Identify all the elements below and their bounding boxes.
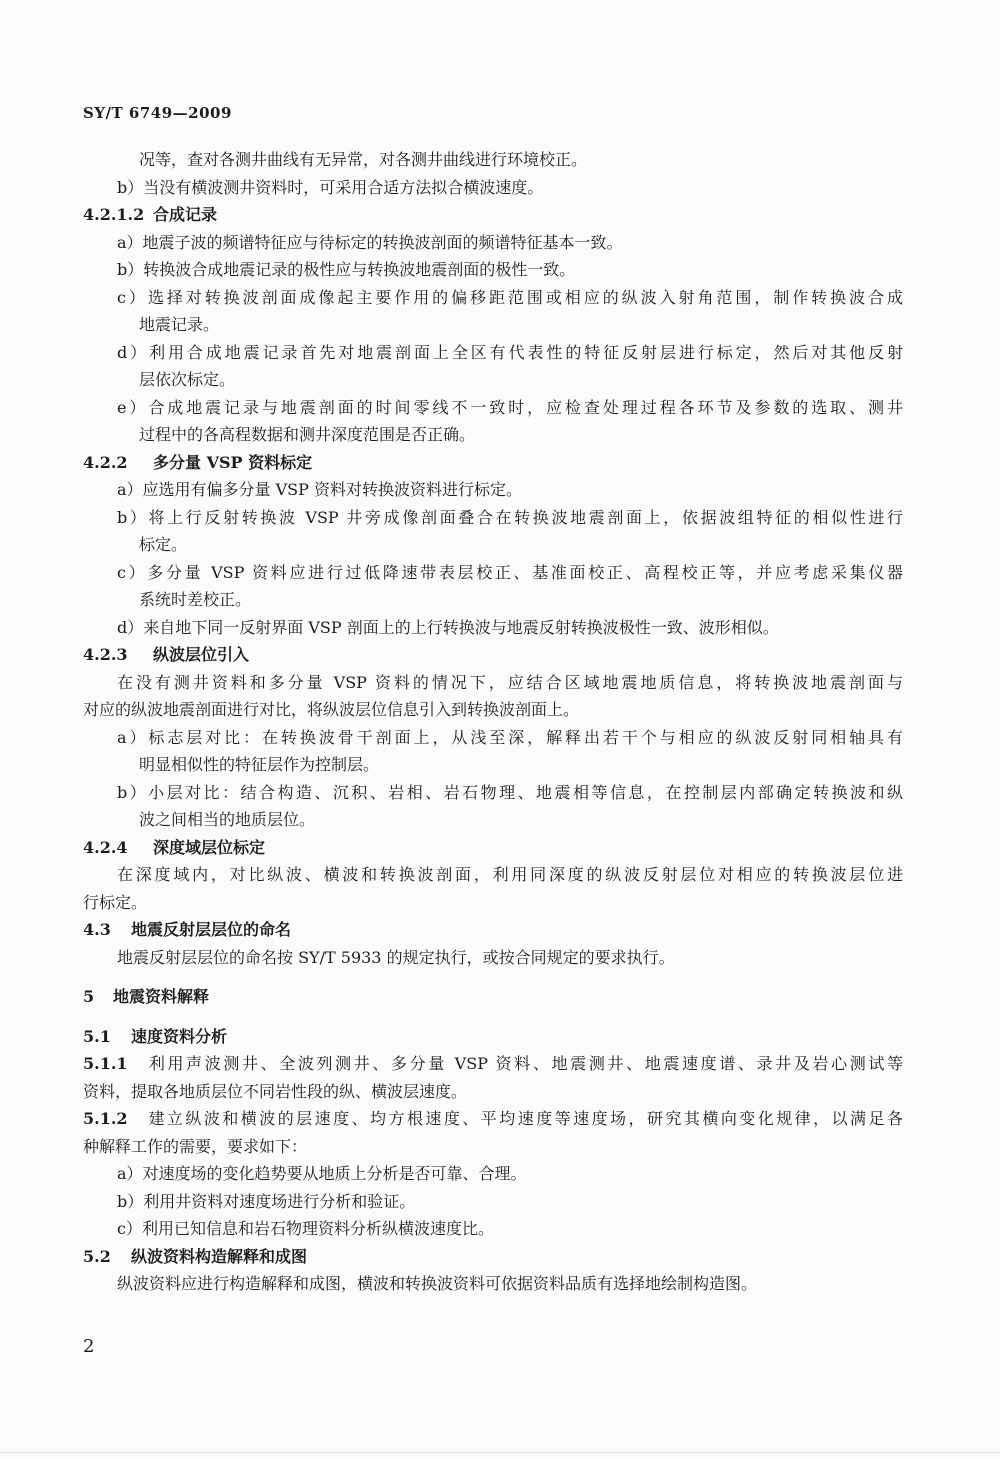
section-heading xyxy=(83,1023,903,1051)
text-line: 波之间相当的地质层位。 xyxy=(139,810,316,829)
text-line: 5.1.1 利用声波测井、全波列测井、多分量 VSP 资料、地震测井、地震速度谱、录井及岩心测试等 xyxy=(83,1054,903,1073)
clause-number: 5.1.1 xyxy=(83,1054,128,1073)
text-line: 纵波资料应进行构造解释和成图，横波和转换波资料可依据资料品质有选择地绘制构造图。 xyxy=(117,1274,758,1293)
standard-number-header: SY/T 6749—2009 xyxy=(83,104,232,122)
section-heading xyxy=(83,201,903,229)
text-line: 地震记录。 xyxy=(139,315,220,334)
section-title: 地震资料解释 xyxy=(113,987,210,1006)
text-line: 过程中的各高程数据和测井深度范围是否正确。 xyxy=(139,425,476,444)
text-line: a）应选用有偏多分量 VSP 资料对转换波资料进行标定。 xyxy=(117,480,522,499)
text-line: c）利用已知信息和岩石物理资料分析纵横波速度比。 xyxy=(117,1219,494,1238)
section-number: 4.2.3 xyxy=(83,645,128,664)
section-number: 5.1 xyxy=(83,1026,111,1046)
section-title: 纵波资料构造解释和成图 xyxy=(131,1246,308,1266)
text-line: b）当没有横波测井资料时，可采用合适方法拟合横波速度。 xyxy=(117,177,544,197)
clause-number: 5.1.2 xyxy=(83,1109,128,1128)
section-heading xyxy=(83,1243,903,1271)
bottom-edge xyxy=(0,1452,1000,1453)
section-number: 5.2 xyxy=(83,1246,111,1266)
section-number: 4.2.2 xyxy=(83,452,128,472)
section-heading xyxy=(83,834,903,862)
section-heading xyxy=(83,641,903,669)
text-line: b）转换波合成地震记录的极性应与转换波地震剖面的极性一致。 xyxy=(117,260,576,279)
section-title: 地震反射层层位的命名 xyxy=(131,920,292,939)
section-gap xyxy=(83,971,903,983)
section-number: 4.2.4 xyxy=(83,837,128,857)
text-line: c）选择对转换波剖面成像起主要作用的偏移距范围或相应的纵波入射角范围，制作转换波合成 xyxy=(117,287,903,307)
text-line: 况等，查对各测井曲线有无异常，对各测井曲线进行环境校正。 xyxy=(139,150,588,169)
page-number: 2 xyxy=(83,1336,95,1357)
section-title: 合成记录 xyxy=(153,205,218,224)
text-line: 对应的纵波地震剖面进行对比，将纵波层位信息引入到转换波剖面上。 xyxy=(83,700,580,719)
text-line: b）利用井资料对速度场进行分析和验证。 xyxy=(117,1191,416,1211)
text-line: b）将上行反射转换波 VSP 井旁成像剖面叠合在转换波地震剖面上，依据波组特征的相似性进行 xyxy=(117,507,903,527)
document-body xyxy=(83,146,903,1298)
text-line: 明显相似性的特征层作为控制层。 xyxy=(139,755,380,774)
text-line: d）利用合成地震记录首先对地震剖面上全区有代表性的特征反射层进行标定，然后对其他反射 xyxy=(117,342,903,362)
text-line: 在没有测井资料和多分量 VSP 资料的情况下，应结合区域地震地质信息，将转换波地震剖面与 xyxy=(117,672,903,692)
text-line: b）小层对比：结合构造、沉积、岩相、岩石物理、地震相等信息，在控制层内部确定转换波和纵 xyxy=(117,782,903,802)
section-number: 4.2.1.2 xyxy=(83,205,145,224)
text-line: a）标志层对比：在转换波骨干剖面上，从浅至深，解释出若干个与相应的纵波反射同相轴具有 xyxy=(117,727,903,747)
text-line: 5.1.2 建立纵波和横波的层速度、均方根速度、平均速度等速度场，研究其横向变化规律，以满足各 xyxy=(83,1109,903,1128)
text-line: e）合成地震记录与地震剖面的时间零线不一致时，应检查处理过程各环节及参数的选取、测井 xyxy=(117,397,903,417)
text-line: 行标定。 xyxy=(83,892,148,912)
section-title: 深度域层位标定 xyxy=(153,837,266,857)
text-line: 种解释工作的需要，要求如下： xyxy=(83,1136,308,1156)
text-line: 标定。 xyxy=(139,535,188,554)
text-line: 地震反射层层位的命名按 SY/T 5933 的规定执行，或按合同规定的要求执行。 xyxy=(117,947,675,967)
section-gap xyxy=(83,1011,903,1023)
section-title: 多分量 VSP 资料标定 xyxy=(153,452,313,472)
section-title: 速度资料分析 xyxy=(131,1026,228,1046)
section-heading xyxy=(83,916,903,944)
text-line: a）地震子波的频谱特征应与待标定的转换波剖面的频谱特征基本一致。 xyxy=(117,232,623,252)
text-line: 资料，提取各地质层位不同岩性段的纵、横波层速度。 xyxy=(83,1081,468,1101)
text-line: 系统时差校正。 xyxy=(139,590,252,609)
section-heading xyxy=(83,983,903,1011)
section-heading xyxy=(83,449,903,477)
text-line: a）对速度场的变化趋势要从地质上分析是否可靠、合理。 xyxy=(117,1164,527,1183)
text-line: d）来自地下同一反射界面 VSP 剖面上的上行转换波与地震反射转换波极性一致、波形相似。 xyxy=(117,617,779,637)
section-number: 5 xyxy=(83,987,95,1006)
text-line: 层依次标定。 xyxy=(139,370,236,389)
section-title: 纵波层位引入 xyxy=(153,645,250,664)
text-line: c）多分量 VSP 资料应进行过低降速带表层校正、基准面校正、高程校正等，并应考虑采集仪器 xyxy=(117,562,903,582)
text-line: 在深度域内，对比纵波、横波和转换波剖面，利用同深度的纵波反射层位对相应的转换波层位进 xyxy=(117,865,903,884)
section-number: 4.3 xyxy=(83,920,111,939)
